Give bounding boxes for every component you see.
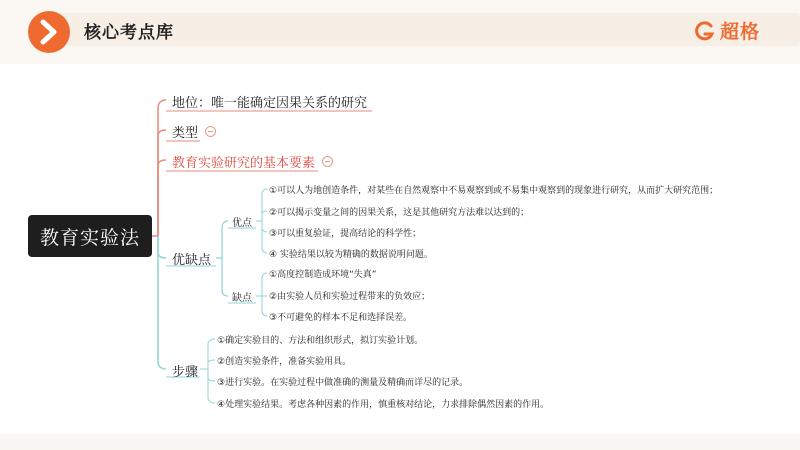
node-steps: 步骤 bbox=[172, 365, 199, 380]
pros-item: ④ 实验结果以较为精确的数据说明问题。 bbox=[269, 250, 433, 260]
node-types: 类型 bbox=[172, 126, 199, 141]
collapsed-node-icon[interactable] bbox=[205, 126, 216, 137]
brand-name: 超格 bbox=[720, 21, 761, 43]
node-basic-elements: 教育实验研究的基本要素 bbox=[172, 156, 316, 171]
steps-item: ③进行实验。在实验过程中做准确的测量及精确而详尽的记录。 bbox=[217, 378, 469, 388]
node-cons: 缺点 bbox=[232, 293, 252, 304]
cons-item: ③不可避免的样本不足和选择误差。 bbox=[269, 313, 413, 323]
mindmap-root-node: 教育实验法 bbox=[28, 215, 152, 257]
steps-item: ①确定实验目的、方法和组织形式，拟订实验计划。 bbox=[217, 336, 424, 346]
pros-item: ①可以人为地创造条件，对某些在自然观察中不易观察到或不易集中观察到的现象进行研究，从而扩大研究范围； bbox=[269, 186, 719, 196]
node-pros-cons: 优缺点 bbox=[172, 253, 212, 268]
collapsed-node-icon[interactable] bbox=[322, 156, 333, 167]
steps-item: ②创造实验条件，准备实验用具。 bbox=[217, 357, 352, 367]
node-position: 地位：唯一能确定因果关系的研究 bbox=[172, 96, 368, 111]
steps-item: ④处理实验结果。考虑各种因素的作用，慎重核对结论，力求排除偶然因素的作用。 bbox=[217, 400, 550, 410]
cons-item: ①高度控制造成环境“失真” bbox=[269, 270, 377, 280]
pros-item: ③可以重复验证，提高结论的科学性； bbox=[269, 229, 422, 239]
page-title: 核心考点库 bbox=[84, 23, 174, 43]
footer-strip bbox=[0, 434, 800, 450]
node-pros: 优点 bbox=[232, 218, 252, 229]
pros-item: ②可以揭示变量之间的因果关系，这是其他研究方法难以达到的； bbox=[269, 208, 530, 218]
cons-item: ②由实验人员和实验过程带来的负效应； bbox=[269, 292, 431, 302]
